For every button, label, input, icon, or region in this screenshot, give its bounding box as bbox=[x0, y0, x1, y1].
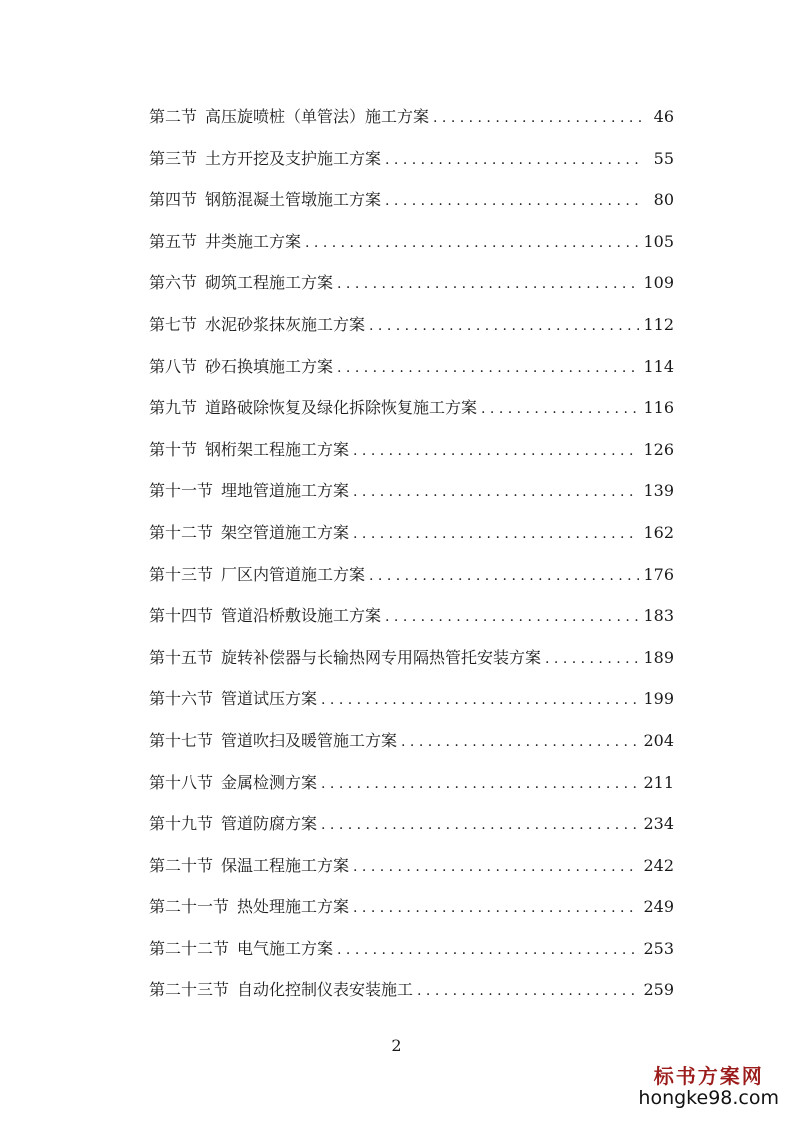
toc-entry[interactable] bbox=[149, 678, 674, 720]
toc-entry[interactable] bbox=[149, 637, 674, 679]
toc-leader-dots bbox=[369, 306, 639, 348]
toc-section-number: 第十一节 bbox=[149, 481, 214, 501]
toc-entry[interactable] bbox=[149, 387, 674, 429]
toc-title: 管道防腐方案 bbox=[221, 814, 318, 834]
toc-leader-dots bbox=[321, 805, 639, 847]
toc-entry[interactable] bbox=[149, 928, 674, 970]
toc-title: 管道吹扫及暖管施工方案 bbox=[221, 730, 398, 750]
toc-leader-dots bbox=[337, 930, 639, 972]
toc-leader-dots bbox=[353, 847, 639, 889]
toc-leader-dots bbox=[353, 431, 639, 473]
toc-page-number: 234 bbox=[643, 814, 674, 834]
toc-entry[interactable] bbox=[149, 720, 674, 762]
toc-leader-dots bbox=[353, 888, 639, 930]
watermark-site-name: 标书方案网 bbox=[653, 1064, 764, 1089]
toc-title: 钢桁架工程施工方案 bbox=[205, 439, 350, 459]
toc-title: 土方开挖及支护施工方案 bbox=[205, 148, 382, 168]
toc-section-number: 第六节 bbox=[149, 273, 198, 293]
toc-page-number: 114 bbox=[643, 356, 674, 376]
page-number: 2 bbox=[391, 1036, 402, 1055]
toc-entry[interactable] bbox=[149, 845, 674, 887]
toc-section-number: 第十六节 bbox=[149, 689, 214, 709]
toc-section-number: 第二十一节 bbox=[149, 897, 230, 917]
toc-section-number: 第二十二节 bbox=[149, 938, 230, 958]
toc-leader-dots bbox=[337, 264, 639, 306]
toc-entry[interactable] bbox=[149, 304, 674, 346]
toc-leader-dots bbox=[433, 98, 642, 140]
toc-section-number: 第二十节 bbox=[149, 855, 214, 875]
watermark-url: hongke98.com bbox=[638, 1087, 779, 1110]
toc-title: 架空管道施工方案 bbox=[221, 522, 350, 542]
toc-page-number: 105 bbox=[643, 231, 674, 251]
toc-section-number: 第十四节 bbox=[149, 606, 214, 626]
toc-leader-dots bbox=[385, 140, 642, 182]
toc-section-number: 第九节 bbox=[149, 398, 198, 418]
toc-page-number: 211 bbox=[643, 772, 674, 792]
toc-section-number: 第十九节 bbox=[149, 814, 214, 834]
toc-entry[interactable] bbox=[149, 221, 674, 263]
toc-section-number: 第十八节 bbox=[149, 772, 214, 792]
toc-page-number: 55 bbox=[653, 148, 674, 168]
toc-leader-dots bbox=[321, 680, 639, 722]
toc-title: 井类施工方案 bbox=[205, 231, 302, 251]
toc-entry[interactable] bbox=[149, 429, 674, 471]
watermark-logo bbox=[638, 1065, 779, 1110]
toc-page-number: 189 bbox=[643, 647, 674, 667]
toc-entry[interactable] bbox=[149, 803, 674, 845]
toc-leader-dots bbox=[385, 597, 639, 639]
toc-entry[interactable] bbox=[149, 138, 674, 180]
toc-leader-dots bbox=[305, 223, 639, 265]
toc-leader-dots bbox=[337, 348, 639, 390]
toc-page-number: 112 bbox=[643, 314, 674, 334]
toc-section-number: 第十七节 bbox=[149, 730, 214, 750]
toc-entry[interactable] bbox=[149, 470, 674, 512]
toc-page-number: 176 bbox=[643, 564, 674, 584]
toc-leader-dots bbox=[385, 181, 642, 223]
toc-title: 金属检测方案 bbox=[221, 772, 318, 792]
toc-page-number: 109 bbox=[643, 273, 674, 293]
toc-leader-dots bbox=[353, 472, 639, 514]
toc-section-number: 第四节 bbox=[149, 190, 198, 210]
toc-section-number: 第八节 bbox=[149, 356, 198, 376]
toc-entry[interactable] bbox=[149, 762, 674, 804]
toc-leader-dots bbox=[321, 764, 639, 806]
toc-title: 水泥砂浆抹灰施工方案 bbox=[205, 314, 366, 334]
toc-page-number: 183 bbox=[643, 606, 674, 626]
toc-section-number: 第二十三节 bbox=[149, 980, 230, 1000]
toc-page-number: 126 bbox=[643, 439, 674, 459]
toc-section-number: 第七节 bbox=[149, 314, 198, 334]
toc-title: 道路破除恢复及绿化拆除恢复施工方案 bbox=[205, 398, 478, 418]
toc-page-number: 162 bbox=[643, 522, 674, 542]
toc-page-number: 116 bbox=[643, 398, 674, 418]
toc-title: 自动化控制仪表安装施工 bbox=[237, 980, 414, 1000]
toc-page-number: 80 bbox=[653, 190, 674, 210]
toc-title: 管道沿桥敷设施工方案 bbox=[221, 606, 382, 626]
toc-page-number: 46 bbox=[653, 107, 674, 126]
toc-leader-dots bbox=[545, 639, 639, 681]
toc-entry[interactable] bbox=[149, 595, 674, 637]
toc-title: 旋转补偿器与长输热网专用隔热管托安装方案 bbox=[221, 647, 542, 667]
toc-page-number: 204 bbox=[643, 730, 674, 750]
toc-title: 砂石换填施工方案 bbox=[205, 356, 334, 376]
toc-entry[interactable] bbox=[149, 554, 674, 596]
toc-section-number: 第十二节 bbox=[149, 522, 214, 542]
toc-entry[interactable] bbox=[149, 262, 674, 304]
toc-title: 砌筑工程施工方案 bbox=[205, 273, 334, 293]
toc-page-number: 139 bbox=[643, 481, 674, 501]
toc-entry[interactable] bbox=[149, 969, 674, 1011]
toc-title: 电气施工方案 bbox=[237, 938, 334, 958]
toc-entry[interactable] bbox=[149, 346, 674, 388]
toc-title: 高压旋喷桩（单管法）施工方案 bbox=[205, 107, 430, 126]
toc-title: 厂区内管道施工方案 bbox=[221, 564, 366, 584]
toc-title: 保温工程施工方案 bbox=[221, 855, 350, 875]
toc-leader-dots bbox=[353, 514, 639, 556]
toc-entry[interactable] bbox=[149, 96, 674, 138]
table-of-contents bbox=[149, 96, 674, 1011]
toc-title: 埋地管道施工方案 bbox=[221, 481, 350, 501]
toc-page-number: 259 bbox=[643, 980, 674, 1000]
toc-section-number: 第五节 bbox=[149, 231, 198, 251]
toc-page-number: 242 bbox=[643, 855, 674, 875]
toc-title: 钢筋混凝土管墩施工方案 bbox=[205, 190, 382, 210]
toc-section-number: 第十节 bbox=[149, 439, 198, 459]
toc-page-number: 249 bbox=[643, 897, 674, 917]
toc-leader-dots bbox=[481, 389, 639, 431]
toc-title: 管道试压方案 bbox=[221, 689, 318, 709]
toc-entry[interactable] bbox=[149, 512, 674, 554]
toc-section-number: 第三节 bbox=[149, 148, 198, 168]
toc-title: 热处理施工方案 bbox=[237, 897, 350, 917]
toc-entry[interactable] bbox=[149, 179, 674, 221]
toc-page-number: 253 bbox=[643, 938, 674, 958]
toc-section-number: 第十五节 bbox=[149, 647, 214, 667]
toc-leader-dots bbox=[401, 722, 639, 764]
toc-entry[interactable] bbox=[149, 886, 674, 928]
toc-section-number: 第十三节 bbox=[149, 564, 214, 584]
toc-section-number: 第二节 bbox=[149, 107, 198, 126]
toc-leader-dots bbox=[369, 556, 639, 598]
toc-page-number: 199 bbox=[643, 689, 674, 709]
toc-leader-dots bbox=[417, 971, 639, 1013]
